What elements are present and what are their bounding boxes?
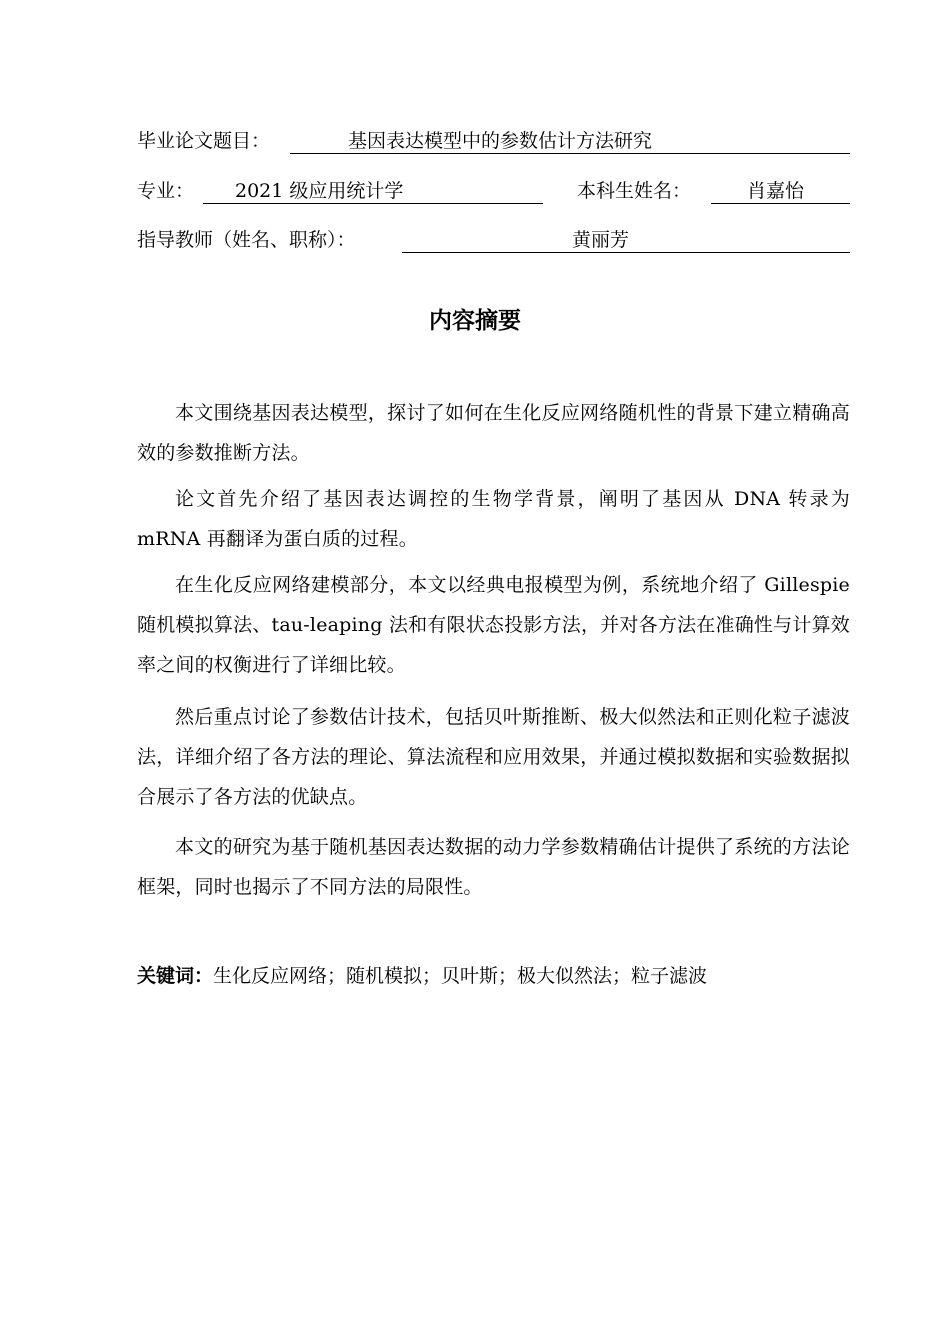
abstract-paragraph-4: 然后重点讨论了参数估计技术，包括贝叶斯推断、极大似然法和正则化粒子滤波法，详细介绍了各方法的理论、算法流程和应用效果，并通过模拟数据和实验数据拟合展示了各方法的优缺点。 <box>137 706 850 808</box>
abstract-paragraph-5: 本文的研究为基于随机基因表达数据的动力学参数精确估计提供了系统的方法论框架，同时也揭示了不同方法的局限性。 <box>137 836 850 898</box>
thesis-title-field <box>290 126 850 154</box>
keywords-value: 生化反应网络；随机模拟；贝叶斯；极大似然法；粒子滤波 <box>213 965 708 987</box>
thesis-title-row <box>137 126 850 156</box>
major-label: 专业： <box>137 180 195 202</box>
student-name-label: 本科生姓名： <box>577 180 692 202</box>
student-name-value: 肖嘉怡 <box>747 180 805 202</box>
keywords-label: 关键词： <box>137 965 214 987</box>
advisor-value: 黄丽芳 <box>572 229 630 251</box>
abstract-paragraph-3: 在生化反应网络建模部分，本文以经典电报模型为例，系统地介绍了 Gillespie 随机模拟算法、tau-leaping 法和有限状态投影方法，并对各方法在准确性与计算效率之间的权衡进行了详细比较。 <box>137 574 850 676</box>
abstract-paragraph-1: 本文围绕基因表达模型，探讨了如何在生化反应网络随机性的背景下建立精确高效的参数推断方法。 <box>137 402 850 464</box>
abstract-heading: 内容摘要 <box>429 308 521 334</box>
thesis-title-value: 基因表达模型中的参数估计方法研究 <box>348 130 653 152</box>
advisor-label: 指导教师（姓名、职称）： <box>137 229 356 251</box>
advisor-field <box>402 225 850 253</box>
major-student-row <box>137 176 850 206</box>
advisor-row <box>137 225 850 255</box>
keywords-line <box>137 958 850 994</box>
thesis-title-label: 毕业论文题目： <box>137 130 271 152</box>
major-value: 2021 级应用统计学 <box>235 180 404 202</box>
abstract-paragraph-2: 论文首先介绍了基因表达调控的生物学背景，阐明了基因从 DNA 转录为 mRNA 再翻译为蛋白质的过程。 <box>137 488 850 550</box>
student-name-field <box>711 176 850 204</box>
major-field <box>203 176 543 204</box>
